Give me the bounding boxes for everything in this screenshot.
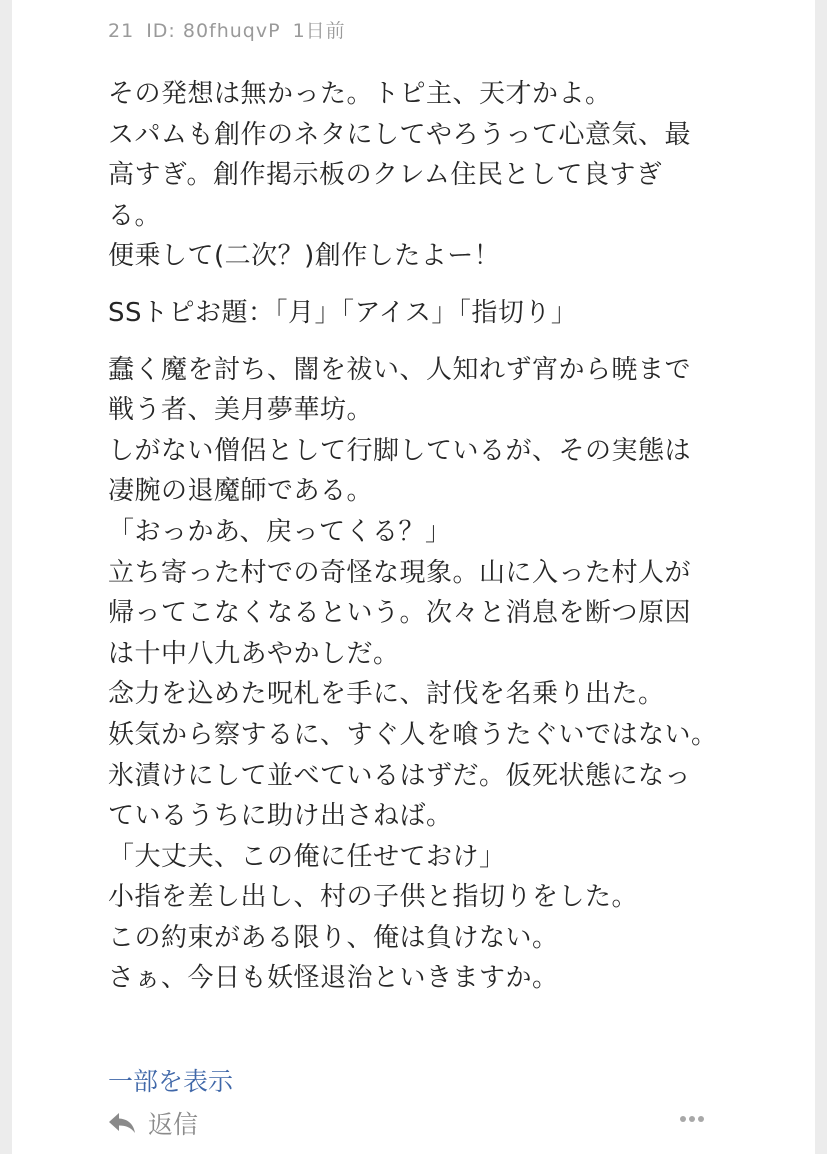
reply-arrow-icon [108, 1112, 136, 1134]
post-number: 21 [108, 20, 135, 42]
post-user-id: ID: 80fhuqvP [146, 20, 281, 42]
text-line: 氷漬けにして並べているはずだ。仮死状態になっ [108, 760, 692, 791]
post-body [108, 74, 748, 999]
post-time: 1日前 [292, 20, 346, 42]
text-line: 念力を込めた呪札を手に、討伐を名乗り出た。 [108, 679, 665, 710]
text-line: その発想は無かった。トピ主、天才かよ。 [108, 79, 612, 109]
reply-button[interactable] [108, 1105, 198, 1141]
more-dots-icon[interactable] [680, 1116, 704, 1122]
text-line: 蠢く魔を討ち、闇を祓い、人知れず宵から暁まで [108, 354, 692, 385]
text-line: 小指を差し出し、村の子供と指切りをした。 [108, 882, 639, 913]
text-line: SSトピお題：「月」「アイス」「指切り」 [108, 297, 578, 328]
reply-label: 返信 [148, 1110, 199, 1139]
text-line: 立ち寄った村での奇怪な現象。山に入った村人が [108, 557, 692, 588]
text-line: 戦う者、美月夢華坊。 [108, 395, 374, 426]
text-line: 「大丈夫、この俺に任せておけ」 [108, 841, 506, 872]
show-more-link[interactable]: 一部を表示 [108, 1067, 234, 1096]
text-line: 便乗して(二次？)創作したよー！ [108, 241, 501, 272]
text-line: さぁ、今日も妖怪退治といきますか。 [108, 963, 559, 994]
text-line: しがない僧侶として行脚しているが、その実態は [108, 435, 692, 466]
paragraph-intro [108, 74, 748, 277]
paragraph-theme [108, 293, 748, 334]
post-meta [108, 16, 358, 43]
text-line: この約束がある限り、俺は負けない。 [108, 922, 559, 953]
text-line: 高すぎ。創作掲示板のクレム住民として良すぎ [108, 160, 663, 191]
text-line: ているうちに助け出さねば。 [108, 801, 453, 832]
text-line: 妖気から察するに、すぐ人を喰うたぐいではない。 [108, 719, 718, 750]
text-line: 「おっかあ、戻ってくる？」 [108, 516, 452, 547]
paragraph-story [108, 350, 748, 1000]
text-line: は十中八九あやかしだ。 [108, 638, 400, 669]
post-card [12, 0, 815, 1154]
text-line: る。 [108, 200, 162, 231]
text-line: スパムも創作のネタにしてやろうって心意気、最 [108, 119, 692, 150]
text-line: 帰ってこなくなるという。次々と消息を断つ原因 [108, 598, 692, 629]
text-line: 凄腕の退魔師である。 [108, 476, 374, 507]
